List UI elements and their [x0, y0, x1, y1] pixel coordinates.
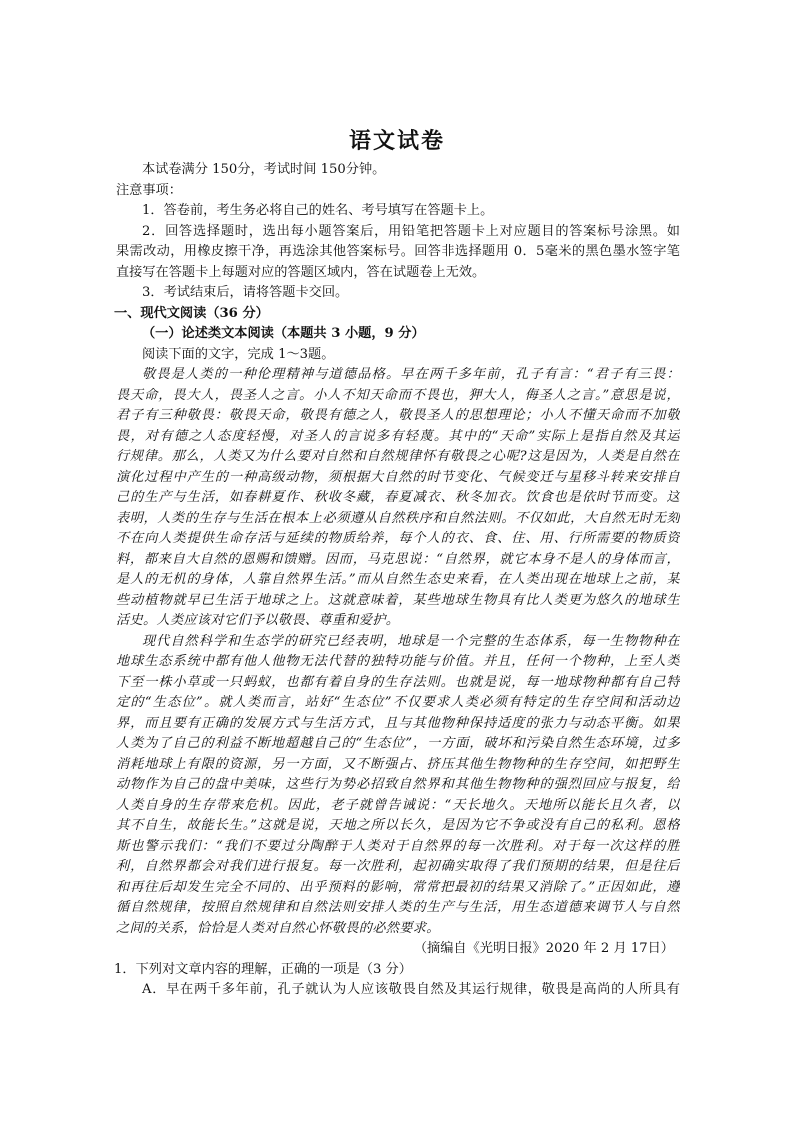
passage-line: 不在向人类提供生命存活与延续的物质给养，每个人的衣、食、住、用、行所需要的物质资	[116, 531, 680, 546]
note-item: 1．答卷前，考生务必将自己的姓名、考号填写在答题卡上。	[142, 203, 494, 218]
note-item: 直接写在答题卡上每题对应的答题区域内，答在试题卷上无效。	[116, 264, 486, 280]
note-item: 果需改动，用橡皮擦干净，再选涂其他答案标号。回答非选择题用 0．5毫米的黑色墨水签字笔	[116, 244, 680, 259]
passage-line: 之间的关系，恰恰是人类对自然心怀敬畏的必然要求。	[116, 920, 440, 936]
exam-intro: 本试卷满分 150分，考试时间 150分钟。	[142, 162, 386, 177]
passage-line: 是人的无机的身体，人靠自然界生活。”而从自然生态史来看，在人类出现在地球上之前，某	[116, 572, 680, 587]
passage-line: 斯也警示我们：“我们不要过分陶醉于人类对于自然界的每一次胜利。对于每一次这样的胜	[116, 838, 680, 854]
passage-line: 消耗地球上有限的资源，另一方面，又不断强占、挤压其他生物物种的生存空间，如把野生	[116, 756, 680, 772]
passage-line: 其不自生，故能长生。”这就是说，天地之所以长久，是因为它不争或没有自己的私利。恩格	[116, 818, 680, 833]
passage-line: 表明，人类的生存与生活在根本上必须遵从自然秩序和自然法则。不仅如此，大自然无时无刻	[116, 510, 680, 526]
passage-line: 料，都来自大自然的恩赐和馈赠。因而，马克思说：“自然界，就它本身不是人的身体而言，	[116, 551, 680, 567]
passage-line: 些动植物就早已生活于地球之上。这就意味着，某些地球生物具有比人类更为悠久的地球生	[116, 592, 680, 608]
passage-line: 君子有三种敬畏：敬畏天命，敬畏有德之人，敬畏圣人的思想理论；小人不懂天命而不加敬	[116, 408, 680, 423]
passage-line: 人类自身的生存带来危机。因此，老子就曾告诫说：“天长地久。天地所以能长且久者，以	[116, 797, 680, 813]
passage-line: 己的生产与生活，如春耕夏作、秋收冬藏，春夏减衣、秋冬加衣。饮食也是依时节而变。这	[116, 490, 680, 505]
notes-heading: 注意事项：	[116, 182, 182, 198]
passage-paragraph-2	[116, 632, 680, 940]
passage-line: 现代自然科学和生态学的研究已经表明，地球是一个完整的生态体系，每一生物物种在	[142, 633, 680, 649]
passage-line: 循自然规律，按照自然规律和自然法则安排人类的生产与生活，用生态道德来调节人与自然	[116, 900, 680, 915]
reading-instruction: 阅读下面的文字，完成 1～3题。	[142, 346, 335, 362]
passage-source: （摘编自《光明日报》2020 年 2 月 17日）	[413, 941, 674, 956]
passage-line: 人类为了自己的利益不断地超越自己的“生态位”，一方面，破坏和污染自然生态环境，过多	[116, 736, 680, 751]
passage-line: 行规律。那么，人类又为什么要对自然和自然规律怀有敬畏之心呢?这是因为，人类是自然在	[116, 449, 680, 464]
passage-line: 活史。人类应该对它们予以敬畏、尊重和爱护。	[116, 613, 400, 628]
question-1-option-a: A．早在两千多年前，孔子就认为人应该敬畏自然及其运行规律，敬畏是高尚的人所具有	[142, 982, 680, 997]
passage-line: 利，自然界都会对我们进行报复。每一次胜利，起初确实取得了我们预期的结果，但是往后	[116, 859, 680, 874]
note-item: 3．考试结束后，请将答题卡交回。	[142, 285, 349, 300]
question-1: 1．下列对文章内容的理解，正确的一项是（3 分）	[114, 961, 412, 977]
passage-paragraph-1	[116, 365, 680, 632]
passage-line: 演化过程中产生的一种高级动物，须根据大自然的时节变化、气候变迁与星移斗转来安排自	[116, 469, 680, 485]
passage-line: 畏，对有德之人态度轻慢，对圣人的言说多有轻蔑。其中的“天命”实际上是指自然及其运	[116, 428, 680, 444]
passage-line: 和再往后却发生完全不同的、出乎预料的影响，常常把最初的结果又消除了。”正因如此，遵	[116, 879, 680, 895]
passage-line: 定的“生态位”。就人类而言，站好“生态位”不仅要求人类必须有特定的生存空间和活动边	[116, 695, 680, 710]
section-title: 一、现代文阅读（36 分）	[114, 305, 269, 321]
passage-line: 畏天命，畏大人，畏圣人之言。小人不知天命而不畏也，狎大人，侮圣人之言。”意思是说，	[116, 387, 680, 403]
note-item: 2．回答选择题时，选出每小题答案后，用铅笔把答题卡上对应题目的答案标号涂黑。如	[142, 223, 680, 239]
passage-line: 界，而且要有正确的发展方式与生活方式，且与其他物种保持适度的张力与动态平衡。如果	[116, 715, 680, 731]
passage-line: 下至一株小草或一只蚂蚁，也都有着自身的生存法则。也就是说，每一地球物种都有自己特	[116, 674, 680, 690]
exam-content	[116, 160, 680, 1001]
passage-line: 地球生态系统中都有他人他物无法代替的独特功能与价值。并且，任何一个物种，上至人类	[116, 654, 680, 669]
page-title: 语文试卷	[348, 128, 445, 154]
passage-line: 动物作为自己的盘中美味，这些行为势必招致自然界和其他生物物种的强烈回应与报复，给	[116, 777, 680, 792]
subsection-title: （一）论述类文本阅读（本题共 3 小题，9 分）	[142, 326, 425, 341]
passage-line: 敬畏是人类的一种伦理精神与道德品格。早在两千多年前，孔子有言：“君子有三畏：	[142, 367, 680, 382]
